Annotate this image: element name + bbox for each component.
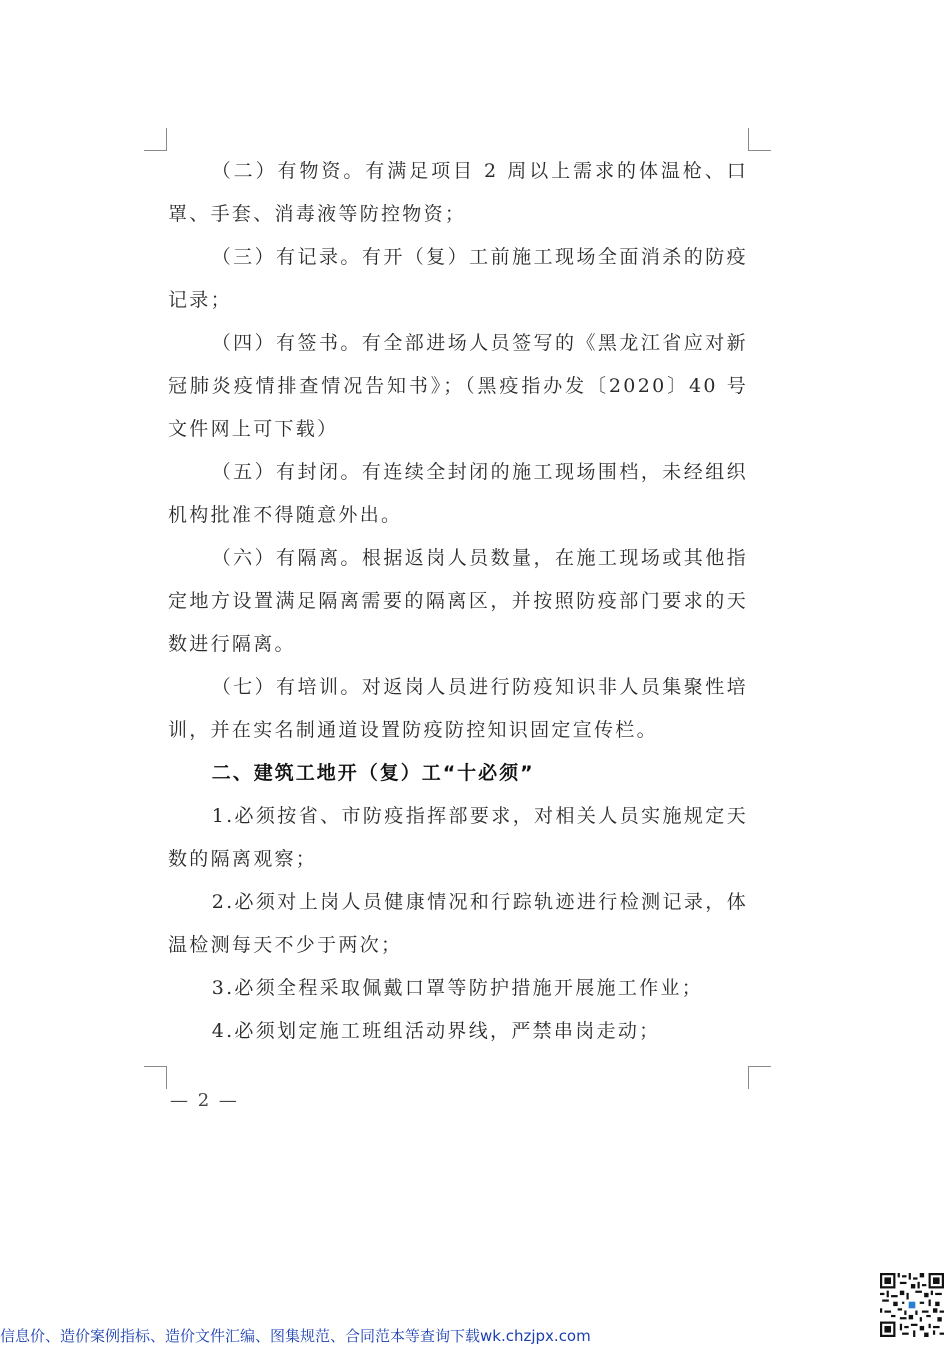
page-number: — 2 — [170,1090,239,1111]
crop-mark-top-right [748,128,771,151]
paragraph-materials: （二）有物资。有满足项目 2 周以上需求的体温枪、口罩、手套、消毒液等防控物资； [168,160,748,225]
document-body [168,150,748,1053]
paragraph-signed-notice: （四）有签书。有全部进场人员签写的《黑龙江省应对新冠肺炎疫情排查情况告知书》；（黑疫指办发〔2020〕40 号文件网上可下载） [168,332,748,440]
section-heading: 二、建筑工地开（复）工“十必须” [211,762,535,784]
list-item: 2.必须对上岗人员健康情况和行踪轨迹进行检测记录，体温检测每天不少于两次； [168,891,748,956]
list-item: 1.必须按省、市防疫指挥部要求，对相关人员实施规定天数的隔离观察； [168,805,748,870]
paragraph-enclosure: （五）有封闭。有连续全封闭的施工现场围档，未经组织机构批准不得随意外出。 [168,461,748,526]
list-item: 3.必须全程采取佩戴口罩等防护措施开展施工作业； [211,977,704,999]
footer-download-link[interactable]: 信息价、造价案例指标、造价文件汇编、图集规范、合同范本等查询下载wk.chzjpx.com [0,1327,591,1345]
list-item: 4.必须划定施工班组活动界线，严禁串岗走动； [211,1020,661,1042]
paragraph-isolation: （六）有隔离。根据返岗人员数量，在施工现场或其他指定地方设置满足隔离需要的隔离区，并按照防疫部门要求的天数进行隔离。 [168,547,748,655]
paragraph-records: （三）有记录。有开（复）工前施工现场全面消杀的防疫记录； [168,246,748,311]
crop-mark-bottom-right [748,1066,771,1089]
crop-mark-top-left [144,128,167,151]
crop-mark-bottom-left [144,1066,167,1089]
paragraph-training: （七）有培训。对返岗人员进行防疫知识非人员集聚性培训，并在实名制通道设置防疫防控知识固定宣传栏。 [168,676,748,741]
qr-code-icon[interactable] [880,1273,944,1337]
